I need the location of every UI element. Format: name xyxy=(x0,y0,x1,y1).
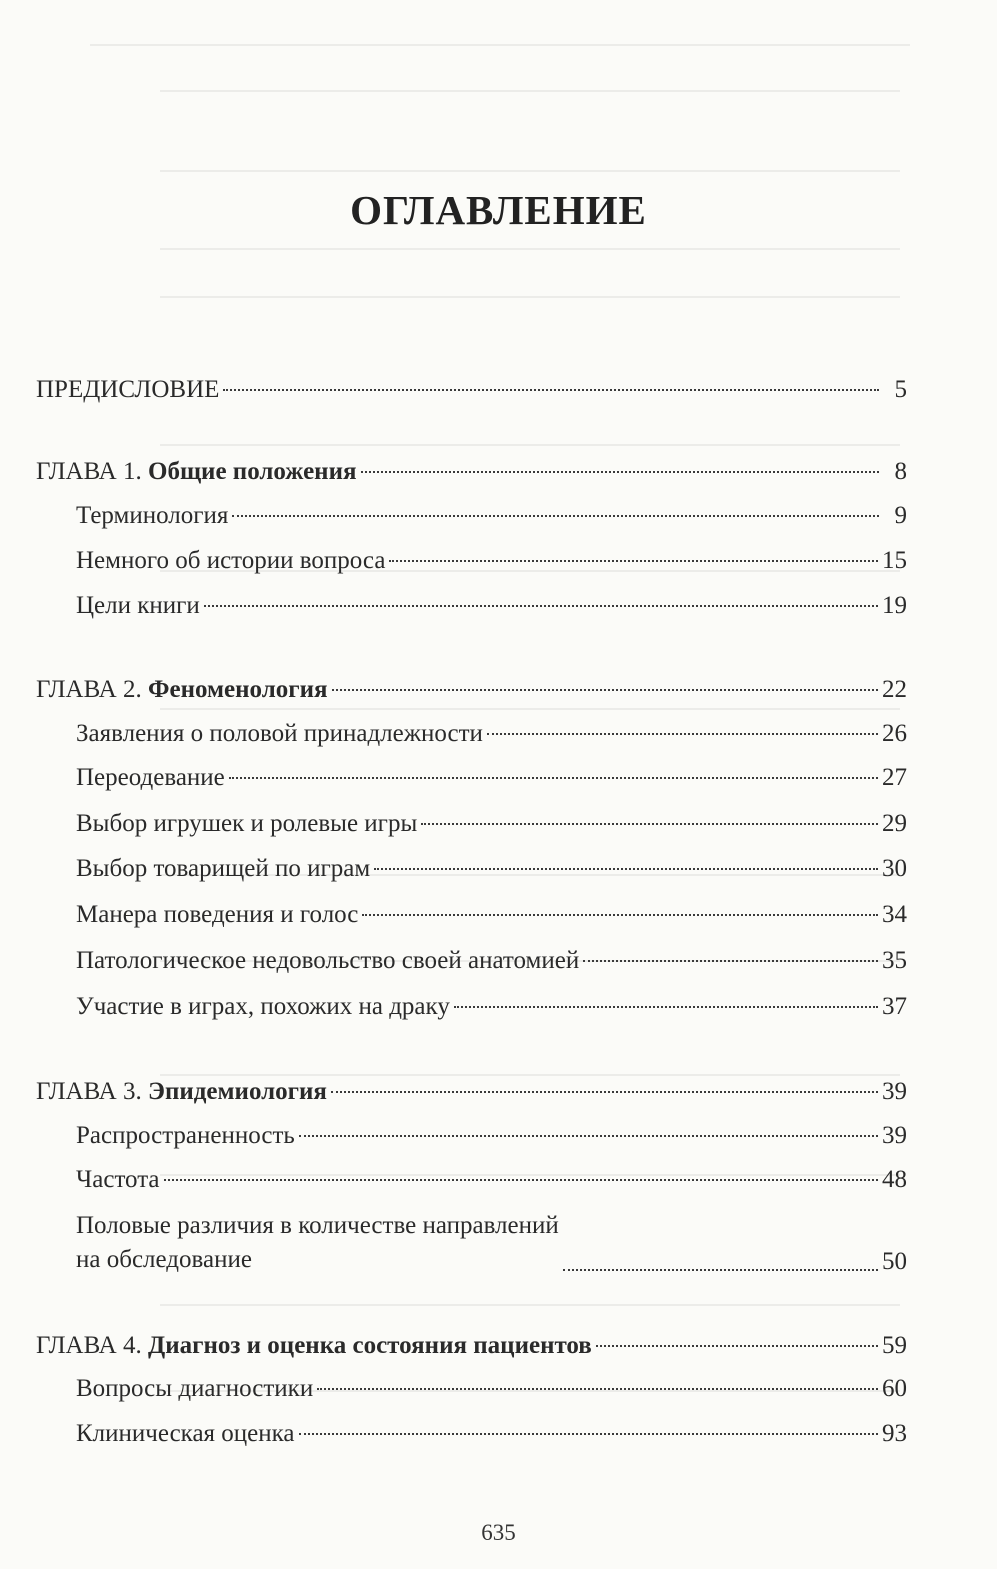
page-number: 635 xyxy=(481,1520,516,1545)
toc-entry-line-2: на обследование xyxy=(76,1246,252,1273)
toc-page-number: 8 xyxy=(894,458,907,485)
toc-entry-text: Патологическое недовольство своей анатомией xyxy=(76,947,580,974)
toc-entry-section[interactable] xyxy=(76,1374,907,1404)
toc-chapter-heading xyxy=(36,457,357,487)
toc-page-number: 34 xyxy=(882,901,907,928)
toc-page-number: 30 xyxy=(882,855,907,882)
toc-page-number: 39 xyxy=(882,1122,907,1149)
dot-leader xyxy=(361,471,879,473)
toc-entry-section[interactable] xyxy=(76,591,907,621)
toc-entry-section[interactable] xyxy=(76,992,907,1022)
toc-entry-text: Манера поведения и голос xyxy=(76,901,359,928)
dot-leader xyxy=(487,733,878,735)
toc-entry-section[interactable] xyxy=(76,1419,907,1449)
dot-leader xyxy=(299,1135,878,1137)
toc-entry-chapter-3[interactable] xyxy=(36,1077,907,1107)
dot-leader xyxy=(299,1433,878,1435)
chapter-prefix: ГЛАВА 3. xyxy=(36,1078,142,1105)
toc-entry-line-1: Половые различия в количестве направлений xyxy=(76,1212,559,1239)
dot-leader xyxy=(232,515,879,517)
toc-entry-text: ПРЕДИСЛОВИЕ xyxy=(36,376,220,403)
toc-entry-text: Заявления о половой принадлежности xyxy=(76,720,483,747)
toc-page-number: 59 xyxy=(882,1332,907,1359)
toc-entry-section[interactable] xyxy=(76,546,907,576)
dot-leader xyxy=(596,1345,878,1347)
chapter-prefix: ГЛАВА 1. xyxy=(36,458,142,485)
chapter-title: Диагноз и оценка состояния пациентов xyxy=(148,1332,592,1359)
dot-leader xyxy=(223,389,879,391)
toc-entry-section[interactable] xyxy=(76,501,907,531)
toc-entry-text: Цели книги xyxy=(76,592,200,619)
dot-leader xyxy=(563,1269,878,1271)
dot-leader xyxy=(583,960,878,962)
dot-leader xyxy=(421,823,878,825)
toc-entry-text: Переодевание xyxy=(76,764,225,791)
toc-page-number: 22 xyxy=(882,676,907,703)
toc-page-number: 27 xyxy=(882,764,907,791)
toc-page-number: 39 xyxy=(882,1078,907,1105)
dot-leader xyxy=(331,1091,878,1093)
toc-entry-section[interactable] xyxy=(76,719,907,749)
toc-entry-text xyxy=(76,1209,559,1277)
toc-entry-text: Участие в играх, похожих на драку xyxy=(76,993,450,1020)
dot-leader xyxy=(362,914,878,916)
toc-chapter-heading xyxy=(36,675,328,705)
toc-page-number: 48 xyxy=(882,1166,907,1193)
dot-leader xyxy=(454,1006,878,1008)
toc-entry-text: Клиническая оценка xyxy=(76,1420,295,1447)
page-title: ОГЛАВЛЕНИЕ xyxy=(350,187,647,233)
dot-leader xyxy=(229,777,878,779)
toc-page-number: 93 xyxy=(882,1420,907,1447)
toc-entry-preface[interactable] xyxy=(36,375,907,405)
toc-entry-section[interactable] xyxy=(76,946,907,976)
chapter-title: Эпидемиология xyxy=(148,1078,327,1105)
chapter-prefix: ГЛАВА 4. xyxy=(36,1332,142,1359)
toc-page-number: 50 xyxy=(882,1248,907,1275)
toc-page-number: 35 xyxy=(882,947,907,974)
toc-entry-section[interactable] xyxy=(76,763,907,793)
toc-entry-text: Выбор игрушек и ролевые игры xyxy=(76,810,418,837)
dot-leader xyxy=(317,1388,878,1390)
toc-entry-chapter-2[interactable] xyxy=(36,675,907,705)
toc-entry-section[interactable] xyxy=(76,900,907,930)
toc-entry-text: Частота xyxy=(76,1166,160,1193)
chapter-prefix: ГЛАВА 2. xyxy=(36,676,142,703)
toc-page-number: 9 xyxy=(894,502,907,529)
toc-page-number: 26 xyxy=(882,720,907,747)
chapter-title: Общие положения xyxy=(148,458,357,485)
toc-page-number: 37 xyxy=(882,993,907,1020)
toc-chapter-heading xyxy=(36,1077,327,1107)
toc-entry-section[interactable] xyxy=(76,1165,907,1195)
toc-page-number: 29 xyxy=(882,810,907,837)
toc-entry-chapter-1[interactable] xyxy=(36,457,907,487)
toc-chapter-heading xyxy=(36,1331,592,1361)
toc-page-number: 60 xyxy=(882,1375,907,1402)
toc-page-number: 15 xyxy=(882,547,907,574)
dot-leader xyxy=(374,868,878,870)
toc-entry-section-multiline[interactable] xyxy=(76,1209,907,1277)
toc-entry-section[interactable] xyxy=(76,1121,907,1151)
toc-entry-section[interactable] xyxy=(76,809,907,839)
toc-page-number: 19 xyxy=(882,592,907,619)
toc-page-number: 5 xyxy=(894,376,907,403)
dot-leader xyxy=(204,605,878,607)
toc-entry-text: Выбор товарищей по играм xyxy=(76,855,371,882)
toc-entry-text: Немного об истории вопроса xyxy=(76,547,386,574)
toc-entry-text: Распространенность xyxy=(76,1122,295,1149)
chapter-title: Феноменология xyxy=(148,676,328,703)
toc-entry-chapter-4[interactable] xyxy=(36,1331,907,1361)
dot-leader xyxy=(389,560,878,562)
toc-entry-text: Вопросы диагностики xyxy=(76,1375,314,1402)
dot-leader xyxy=(332,689,878,691)
toc-entry-section[interactable] xyxy=(76,854,907,884)
dot-leader xyxy=(164,1179,878,1181)
toc-entry-text: Терминология xyxy=(76,502,229,529)
